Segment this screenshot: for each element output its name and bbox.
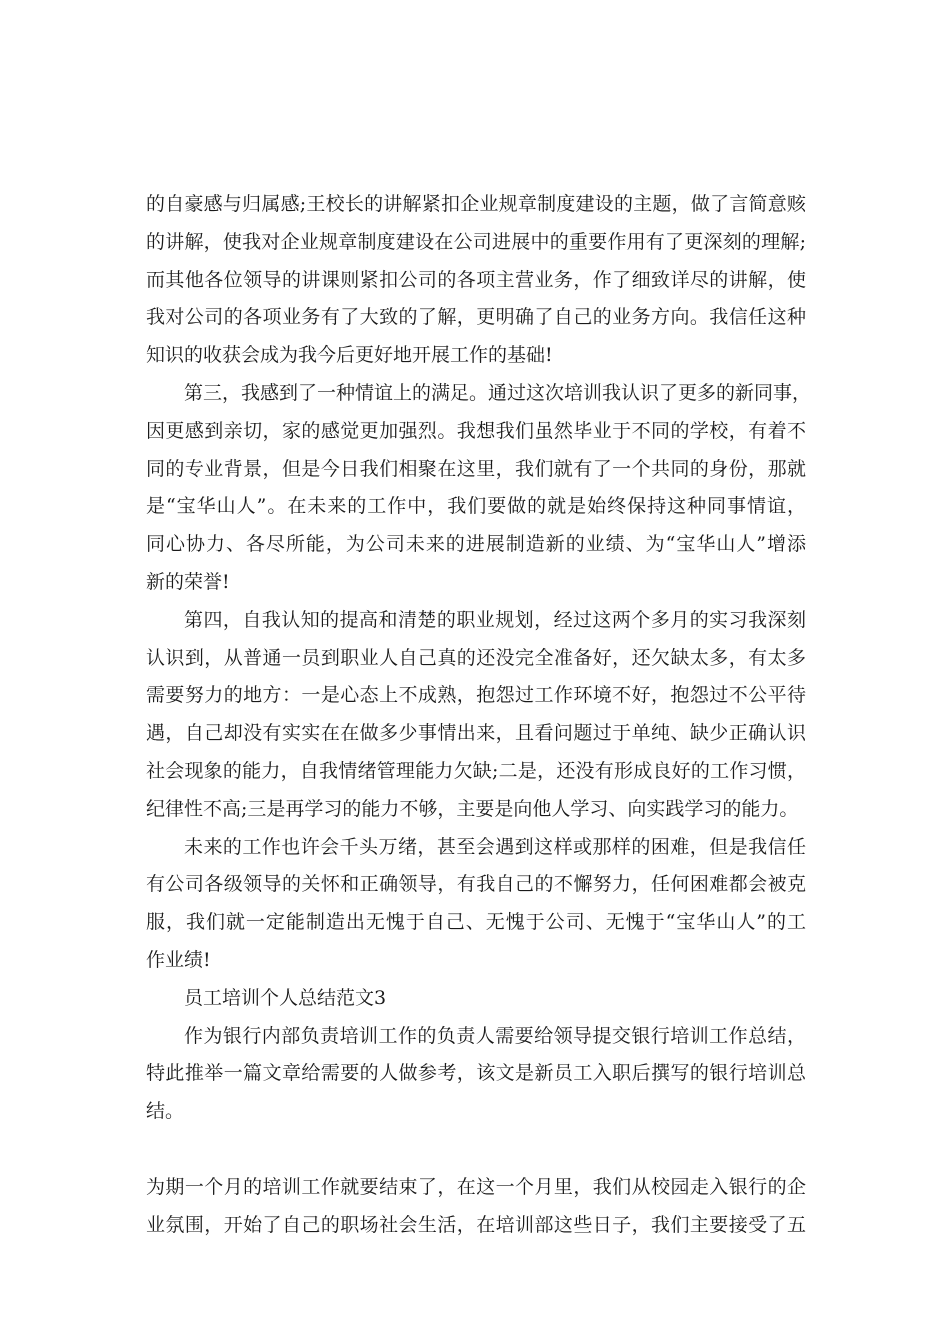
text-line: 结。 xyxy=(146,1100,185,1123)
paragraph xyxy=(146,186,806,375)
text-line: 我对公司的各项业务有了大致的了解，更明确了自己的业务方向。我信任这种 xyxy=(146,306,806,329)
text-line: 社会现象的能力，自我情绪管理能力欠缺;二是，还没有形成良好的工作习惯， xyxy=(146,759,806,782)
paragraph xyxy=(146,602,806,829)
text-line: 新的荣誉! xyxy=(146,570,230,593)
text-line: 第四，自我认知的提高和清楚的职业规划，经过这两个多月的实习我深刻 xyxy=(184,608,806,631)
text-line: 特此推举一篇文章给需要的人做参考，该文是新员工入职后撰写的银行培训总 xyxy=(146,1062,806,1085)
document-body xyxy=(146,186,812,1244)
text-line: 的讲解，使我对企业规章制度建设在公司进展中的重要作用有了更深刻的理解; xyxy=(146,230,806,253)
text-line: 是“宝华山人”。在未来的工作中，我们要做的就是始终保持这种同事情谊， xyxy=(146,495,806,518)
text-line: 而其他各位领导的讲课则紧扣公司的各项主营业务，作了细致详尽的讲解，使 xyxy=(146,268,806,291)
text-line: 员工培训个人总结范文3 xyxy=(184,986,387,1009)
paragraph xyxy=(146,375,812,602)
text-line: 遇，自己却没有实实在在做多少事情出来，且看问题过于单纯、缺少正确认识 xyxy=(146,722,806,745)
text-line: 同心协力、各尽所能，为公司未来的进展制造新的业绩、为“宝华山人”增添 xyxy=(146,533,806,556)
text-line: 知识的收获会成为我今后更好地开展工作的基础! xyxy=(146,344,553,367)
text-line: 未来的工作也许会千头万绪，甚至会遇到这样或那样的困难，但是我信任 xyxy=(184,835,806,858)
text-line xyxy=(146,1131,806,1169)
text-line: 业氛围，开始了自己的职场社会生活，在培训部这些日子，我们主要接受了五 xyxy=(146,1213,806,1236)
text-line: 的自豪感与归属感;王校长的讲解紧扣企业规章制度建设的主题，做了言简意赅 xyxy=(146,193,806,215)
text-line: 为期一个月的培训工作就要结束了，在这一个月里，我们从校园走入银行的企 xyxy=(146,1175,806,1198)
text-line: 有公司各级领导的关怀和正确领导，有我自己的不懈努力，任何困难都会被克 xyxy=(146,873,806,896)
text-line: 同的专业背景，但是今日我们相聚在这里，我们就有了一个共同的身份，那就 xyxy=(146,457,806,480)
section-heading xyxy=(146,980,806,1018)
paragraph xyxy=(146,1018,806,1131)
text-line: 服，我们就一定能制造出无愧于自己、无愧于公司、无愧于“宝华山人”的工 xyxy=(146,911,806,934)
text-line: 因更感到亲切，家的感觉更加强烈。我想我们虽然毕业于不同的学校，有着不 xyxy=(146,419,806,442)
paragraph xyxy=(146,1131,806,1169)
text-line: 认识到，从普通一员到职业人自己真的还没完全准备好，还欠缺太多，有太多 xyxy=(146,646,806,669)
paragraph xyxy=(146,829,806,980)
text-line: 纪律性不高;三是再学习的能力不够，主要是向他人学习、向实践学习的能力。 xyxy=(146,797,799,820)
text-line: 作为银行内部负责培训工作的负责人需要给领导提交银行培训工作总结， xyxy=(184,1024,806,1047)
text-line: 作业绩! xyxy=(146,948,211,971)
text-line: 第三，我感到了一种情谊上的满足。通过这次培训我认识了更多的新同事， xyxy=(184,381,812,404)
text-line: 需要努力的地方：一是心态上不成熟，抱怨过工作环境不好，抱怨过不公平待 xyxy=(146,684,806,707)
paragraph xyxy=(146,1169,806,1245)
